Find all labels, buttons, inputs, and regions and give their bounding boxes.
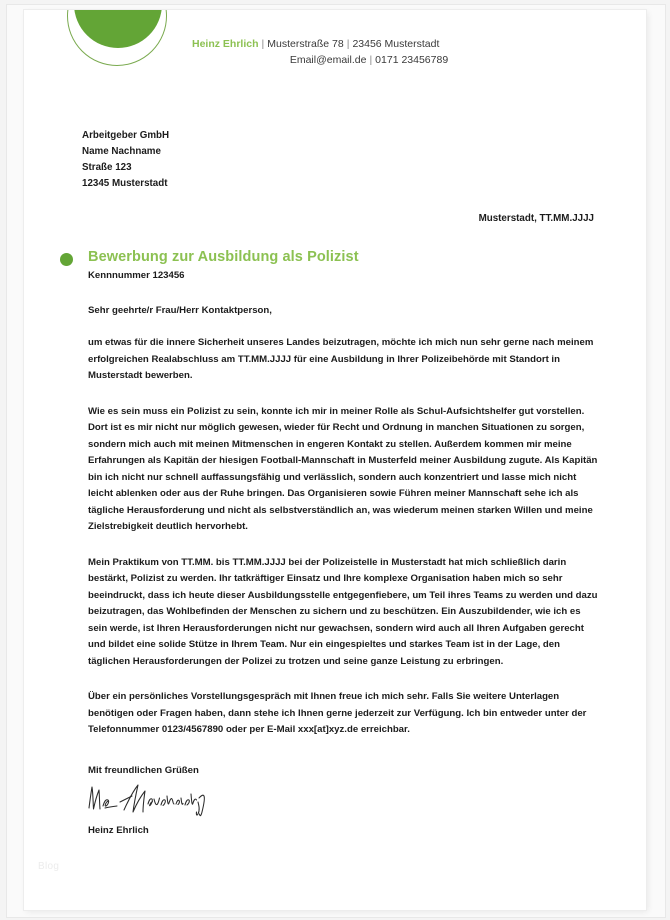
letter-paragraph: Mein Praktikum von TT.MM. bis TT.MM.JJJJ bei der Polizeistelle in Musterstadt hat mich schließlich darin bestärkt, Polizist zu werden. Ihr tatkräftiger Einsatz und Ihre komplexe Organisation haben mich so sehr beeindruckt, dass ich heute dieser Ausbildungsstelle entgegenfiebere, um Teil ihres Teams zu werden und dazu beizutragen, das Wohlbefinden der Menschen zu sichern und zu beschützen. Ein Auszubildender, wie ich es sein werde, ist Ihren Herausforderungen nicht nur gewachsen, sondern wird auch all Ihren Aufgaben gerecht und bildet eine solide Stütze in Ihrem Team. Nur ein eingespieltes und starkes Team ist in der Lage, den täglichen Herausforderungen der Polizei zu trotzen und seine ganze Leistung zu erbringen.	[88, 556, 598, 667]
sender-phone: 0171 23456789	[375, 54, 449, 67]
sender-contact-line	[184, 52, 624, 68]
letter-paragraph: um etwas für die innere Sicherheit unseres Landes beizutragen, möchte ich mich nun sehr gerne nach meinem erfolgreichen Realabschluss am TT.MM.JJJJ für eine Ausbildung in Ihrer Polizeibehörde mit Standort in Musterstadt bewerben.	[88, 337, 594, 382]
letterhead	[24, 10, 646, 96]
signer-name: Heinz Ehrlich	[88, 824, 149, 836]
sender-address-line	[184, 36, 624, 52]
recipient-line: Name Nachname	[82, 145, 161, 157]
green-bullet-icon	[60, 253, 73, 266]
recipient-line: 12345 Musterstadt	[82, 177, 168, 189]
separator-icon: |	[369, 54, 373, 67]
letter-paragraph: Wie es sein muss ein Polizist zu sein, konnte ich mir in meiner Rolle als Schul-Aufsichtshelfer gut vorstellen. Dort ist es mir nicht nur möglich gewesen, wieder für Recht und Ordnung in manchen Situationen zu sorgen, sondern mich auch mit meinen Mitmenschen in engeren Kontakt zu stellen. Außerdem kommen mir meine Erfahrungen als Kapitän der hiesigen Football-Mannschaft in Musterfeld meiner Ausbildung zugute. Als Kapitän bin ich nicht nur schnell auffassungsfähig und verlässlich, sondern auch konzentriert und lasse mich nicht leicht ablenken oder aus der Ruhe bringen. Das Organisieren sowie Führen meiner Mannschaft sehe ich als tägliche Herausforderung und nicht als selbstverständlich an, was wiederum meinen starken Willen und meine Zielstrebigkeit deutlich hervorhebt.	[88, 405, 598, 533]
sender-email[interactable]: Email@email.de	[289, 54, 367, 67]
recipient-line: Arbeitgeber GmbH	[82, 130, 170, 141]
recipient-address-block	[82, 128, 608, 191]
sender-contact-block	[184, 36, 624, 69]
sender-name: Heinz Ehrlich	[192, 38, 259, 50]
recipient-line: Straße 123	[82, 161, 132, 173]
salutation: Sehr geehrte/r Frau/Herr Kontaktperson,	[88, 305, 272, 317]
letter-page	[24, 10, 646, 910]
subject-reference-number: Kennnummer 123456	[88, 270, 185, 282]
letter-body	[24, 128, 646, 836]
signature-image	[86, 782, 256, 818]
letter-paragraph: Über ein persönliches Vorstellungsgespräch mit Ihnen freue ich mich sehr. Falls Sie weitere Unterlagen benötigen oder Fragen haben, dann stehe ich Ihnen gerne jederzeit zur Verfügung. Ich bin entweder unter der Telefonnummer 0123/4567890 oder per E-Mail xxx[at]xyz.de erreichbar.	[88, 691, 587, 736]
sender-street: Musterstraße 78	[267, 38, 344, 50]
page-watermark: Blog	[38, 861, 60, 872]
separator-icon: |	[261, 38, 265, 50]
subject-title: Bewerbung zur Ausbildung als Polizist	[88, 249, 359, 266]
separator-icon: |	[346, 38, 350, 50]
subject-section	[60, 249, 608, 281]
sender-city: 23456 Musterstadt	[352, 38, 440, 50]
place-and-date: Musterstadt, TT.MM.JJJJ	[478, 213, 594, 225]
closing-greeting: Mit freundlichen Grüßen	[88, 764, 199, 776]
